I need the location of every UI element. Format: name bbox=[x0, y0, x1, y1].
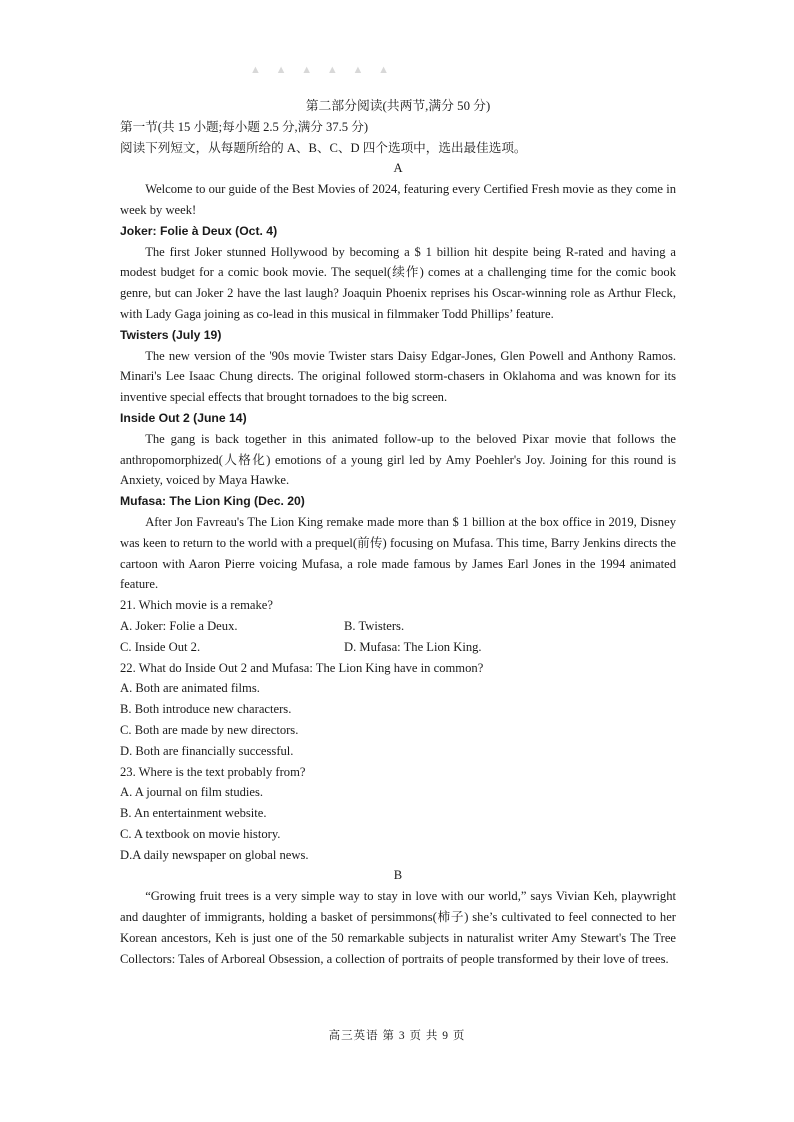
movie-text-twisters: The new version of the '90s movie Twister stars Daisy Edgar-Jones, Glen Powell and Anthony Ramos. Minari's Lee Isaac Chung directs. The original followed storm-chasers in Oklahoma and was known for its inventive special effects that brought tornadoes to the big screen. bbox=[120, 348, 676, 405]
question-21-option-b: B. Twisters. bbox=[344, 618, 405, 633]
faded-header-text: ▲ ▲ ▲ ▲ ▲ ▲ bbox=[250, 64, 396, 76]
page-content bbox=[120, 96, 676, 969]
movie-title-inside-out-2: Inside Out 2 (June 14) bbox=[120, 410, 247, 425]
question-22-option-a: A. Both are animated films. bbox=[120, 681, 260, 696]
movie-text-mufasa: After Jon Favreau's The Lion King remake made more than $ 1 billion at the box office in 2019, Disney was keen to return to the world with a prequel(前传) focusing on Mufasa. This time, Barry Jenkins directs the cartoon with Aaron Pierre voicing Mufasa, a role made famous by James Earl Jones in the 1994 animated feature. bbox=[120, 514, 676, 592]
question-23-option-b: B. An entertainment website. bbox=[120, 806, 267, 821]
question-21-options-row-2 bbox=[120, 637, 676, 658]
question-22-option-b: B. Both introduce new characters. bbox=[120, 702, 292, 717]
part-title: 第二部分阅读(共两节,满分 50 分) bbox=[305, 99, 491, 113]
question-22-option-d: D. Both are financially successful. bbox=[120, 743, 294, 758]
question-21-options-row-1 bbox=[120, 616, 676, 637]
section-title: 第一节(共 15 小题;每小题 2.5 分,满分 37.5 分) bbox=[120, 119, 369, 134]
passage-b-letter: B bbox=[393, 868, 403, 883]
question-23-stem: 23. Where is the text probably from? bbox=[120, 764, 306, 779]
passage-a-letter: A bbox=[393, 161, 403, 176]
question-23-option-d: D.A daily newspaper on global news. bbox=[120, 847, 309, 862]
movie-text-joker: The first Joker stunned Hollywood by becoming a $ 1 billion hit despite being R-rated and having a modest budget for a comic book movie. The sequel(续作) comes at a challenging time for the comic book genre, but can Joker 2 have the last laugh? Joaquin Phoenix reprises his Oscar-winning role as Arthur Fleck, with Lady Gaga joining as co-lead in this musical in filmmaker Todd Phillips’ feature. bbox=[120, 244, 676, 321]
movie-title-twisters: Twisters (July 19) bbox=[120, 327, 222, 342]
question-23-option-c: C. A textbook on movie history. bbox=[120, 826, 281, 841]
passage-a-intro: Welcome to our guide of the Best Movies of 2024, featuring every Certified Fresh movie as they come in week by week! bbox=[120, 182, 676, 217]
question-21-option-d: D. Mufasa: The Lion King. bbox=[344, 639, 482, 654]
movie-title-mufasa: Mufasa: The Lion King (Dec. 20) bbox=[120, 494, 305, 509]
question-21-option-a: A. Joker: Folie a Deux. bbox=[120, 618, 238, 633]
question-21-option-c: C. Inside Out 2. bbox=[120, 639, 201, 654]
question-21-stem: 21. Which movie is a remake? bbox=[120, 598, 273, 613]
movie-title-joker: Joker: Folie à Deux (Oct. 4) bbox=[120, 223, 278, 238]
question-23-option-a: A. A journal on film studies. bbox=[120, 785, 264, 800]
passage-b-text: “Growing fruit trees is a very simple way to stay in love with our world,” says Vivian Keh, playwright and daughter of immigrants, holding a basket of persimmons(柿子) she’s cultivated to feel connected to her Korean ancestors, Keh is just one of the 50 remarkable subjects in naturalist writer Amy Stewart's The Tree Collectors: Tales of Arboreal Obsession, a collection of portraits of people transformed by their love of trees. bbox=[120, 889, 676, 966]
question-22-stem: 22. What do Inside Out 2 and Mufasa: The Lion King have in common? bbox=[120, 660, 484, 675]
movie-text-inside-out-2: The gang is back together in this animated follow-up to the beloved Pixar movie that follows the anthropomorphized(人格化) emotions of a young girl led by Amy Poehler's Joy. Joining for this round is Anxiety, voiced by Maya Hawke. bbox=[120, 431, 676, 488]
question-22-option-c: C. Both are made by new directors. bbox=[120, 722, 299, 737]
instruction: 阅读下列短文，从每题所给的 A、B、C、D 四个选项中，选出最佳选项。 bbox=[120, 140, 527, 155]
page-footer: 高三英语 第 3 页 共 9 页 bbox=[328, 1030, 466, 1042]
